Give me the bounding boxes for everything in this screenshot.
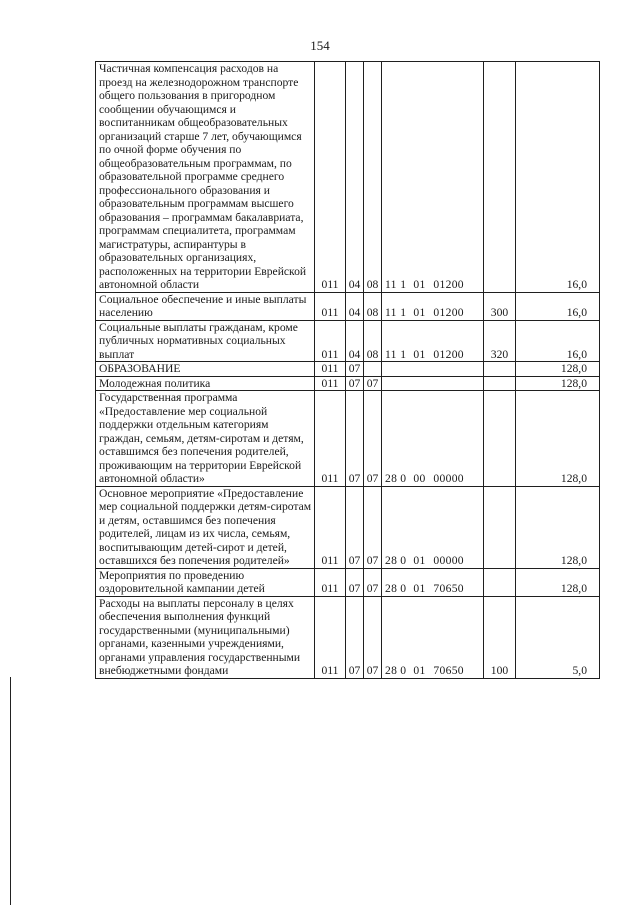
expense-type-code <box>484 568 516 596</box>
subsection-code: 08 <box>364 292 382 320</box>
ministry-code: 011 <box>315 568 346 596</box>
expense-type-code <box>484 391 516 487</box>
section-code: 07 <box>346 568 364 596</box>
amount: 16,0 <box>516 62 600 293</box>
program-code: 11 <box>385 306 397 319</box>
amount: 128,0 <box>516 362 600 377</box>
expense-type-code <box>484 376 516 391</box>
budget-table <box>95 61 600 679</box>
subsection-code: 07 <box>364 376 382 391</box>
section-code: 07 <box>346 596 364 678</box>
expense-type-code: 320 <box>484 320 516 362</box>
amount: 128,0 <box>516 568 600 596</box>
direction-code: 00000 <box>433 472 464 485</box>
direction-code: 00000 <box>433 554 464 567</box>
measure-code: 01 <box>413 582 426 595</box>
table-row <box>96 320 600 362</box>
subprogram-code: 1 <box>400 347 407 361</box>
table-row <box>96 596 600 678</box>
section-code: 07 <box>346 376 364 391</box>
expense-type-code <box>484 362 516 377</box>
subprogram-code: 0 <box>400 582 407 595</box>
program-code: 11 <box>385 278 397 291</box>
program-code: 28 <box>385 664 398 677</box>
section-code: 07 <box>346 391 364 487</box>
ministry-code: 011 <box>315 486 346 568</box>
table-row <box>96 376 600 391</box>
subsection-code: 08 <box>364 62 382 293</box>
expense-type-code <box>484 62 516 293</box>
measure-code: 01 <box>413 278 426 291</box>
target-article-code <box>382 362 484 377</box>
subsection-code: 07 <box>364 568 382 596</box>
margin-line <box>10 677 11 905</box>
subsection-code: 07 <box>364 596 382 678</box>
subsection-code <box>364 362 382 377</box>
amount: 16,0 <box>516 320 600 362</box>
table-row <box>96 292 600 320</box>
measure-code: 00 <box>413 472 426 485</box>
row-name: ОБРАЗОВАНИЕ <box>96 362 315 377</box>
section-code: 04 <box>346 62 364 293</box>
direction-code: 01200 <box>433 347 464 361</box>
table-row <box>96 391 600 487</box>
row-name: Социальные выплаты гражданам, кроме публичных нормативных социальных выплат <box>96 320 315 362</box>
page-number: 154 <box>310 38 330 53</box>
ministry-code: 011 <box>315 362 346 377</box>
measure-code: 01 <box>413 306 426 319</box>
program-code: 28 <box>385 554 398 567</box>
row-name: Частичная компенсация расходов на проезд на железнодорожном транспорте общего пользования в пригородном сообщении обучающимся и воспитанникам общеобразовательных организаций старше 7 лет, обучающимся по очной форме обучения по общеобразовательным программам, по образовательной программе среднего профессионального образования и образовательным программам высшего образования – программам бакалавриата, программам специалитета, программам магистратуры, аспирантуры в образовательных организациях, расположенных на территории Еврейской автономной области <box>96 62 315 293</box>
section-code: 04 <box>346 292 364 320</box>
measure-code: 01 <box>413 347 426 361</box>
ministry-code: 011 <box>315 320 346 362</box>
ministry-code: 011 <box>315 376 346 391</box>
target-article-code <box>382 596 484 678</box>
table-row <box>96 568 600 596</box>
subsection-code: 07 <box>364 391 382 487</box>
row-name: Государственная программа «Предоставление мер социальной поддержки отдельным категориям граждан, семьям, детям-сиротам и детям, оставшимся без попечения родителей, проживающим на территории Еврейской автономной области» <box>96 391 315 487</box>
ministry-code: 011 <box>315 596 346 678</box>
target-article-code <box>382 486 484 568</box>
measure-code: 01 <box>413 554 426 567</box>
amount: 128,0 <box>516 486 600 568</box>
subprogram-code: 0 <box>400 554 407 567</box>
table-row <box>96 486 600 568</box>
target-article-code <box>382 292 484 320</box>
target-article-code <box>382 62 484 293</box>
expense-type-code <box>484 486 516 568</box>
ministry-code: 011 <box>315 292 346 320</box>
row-name: Основное мероприятие «Предоставление мер социальной поддержки детям-сиротам и детям, оставшимся без попечения родителей, лицам из их числа, семьям, воспитывающим детей-сирот и детей, оставшихся без попечения родителей» <box>96 486 315 568</box>
ministry-code: 011 <box>315 62 346 293</box>
row-name: Мероприятия по проведению оздоровительной кампании детей <box>96 568 315 596</box>
expense-type-code: 300 <box>484 292 516 320</box>
table-row <box>96 62 600 293</box>
measure-code: 01 <box>413 664 426 677</box>
target-article-code <box>382 568 484 596</box>
subprogram-code: 0 <box>400 664 407 677</box>
direction-code: 70650 <box>433 664 464 677</box>
direction-code: 01200 <box>433 278 464 291</box>
row-name: Социальное обеспечение и иные выплаты населению <box>96 292 315 320</box>
row-name: Молодежная политика <box>96 376 315 391</box>
subprogram-code: 1 <box>400 278 407 291</box>
program-code: 28 <box>385 582 398 595</box>
amount: 128,0 <box>516 391 600 487</box>
section-code: 07 <box>346 486 364 568</box>
amount: 16,0 <box>516 292 600 320</box>
ministry-code: 011 <box>315 391 346 487</box>
section-code: 04 <box>346 320 364 362</box>
section-code: 07 <box>346 362 364 377</box>
expense-type-code: 100 <box>484 596 516 678</box>
row-name: Расходы на выплаты персоналу в целях обеспечения выполнения функций государственными (муниципальными) органами, казенными учреждениями, органами управления государственными внебюджетными фондами <box>96 596 315 678</box>
target-article-code <box>382 320 484 362</box>
subsection-code: 07 <box>364 486 382 568</box>
subsection-code: 08 <box>364 320 382 362</box>
direction-code: 01200 <box>433 306 464 319</box>
table-row <box>96 362 600 377</box>
target-article-code <box>382 376 484 391</box>
subprogram-code: 0 <box>400 472 407 485</box>
target-article-code <box>382 391 484 487</box>
amount: 128,0 <box>516 376 600 391</box>
program-code: 28 <box>385 472 398 485</box>
program-code: 11 <box>385 347 397 361</box>
direction-code: 70650 <box>433 582 464 595</box>
subprogram-code: 1 <box>400 306 407 319</box>
amount: 5,0 <box>516 596 600 678</box>
